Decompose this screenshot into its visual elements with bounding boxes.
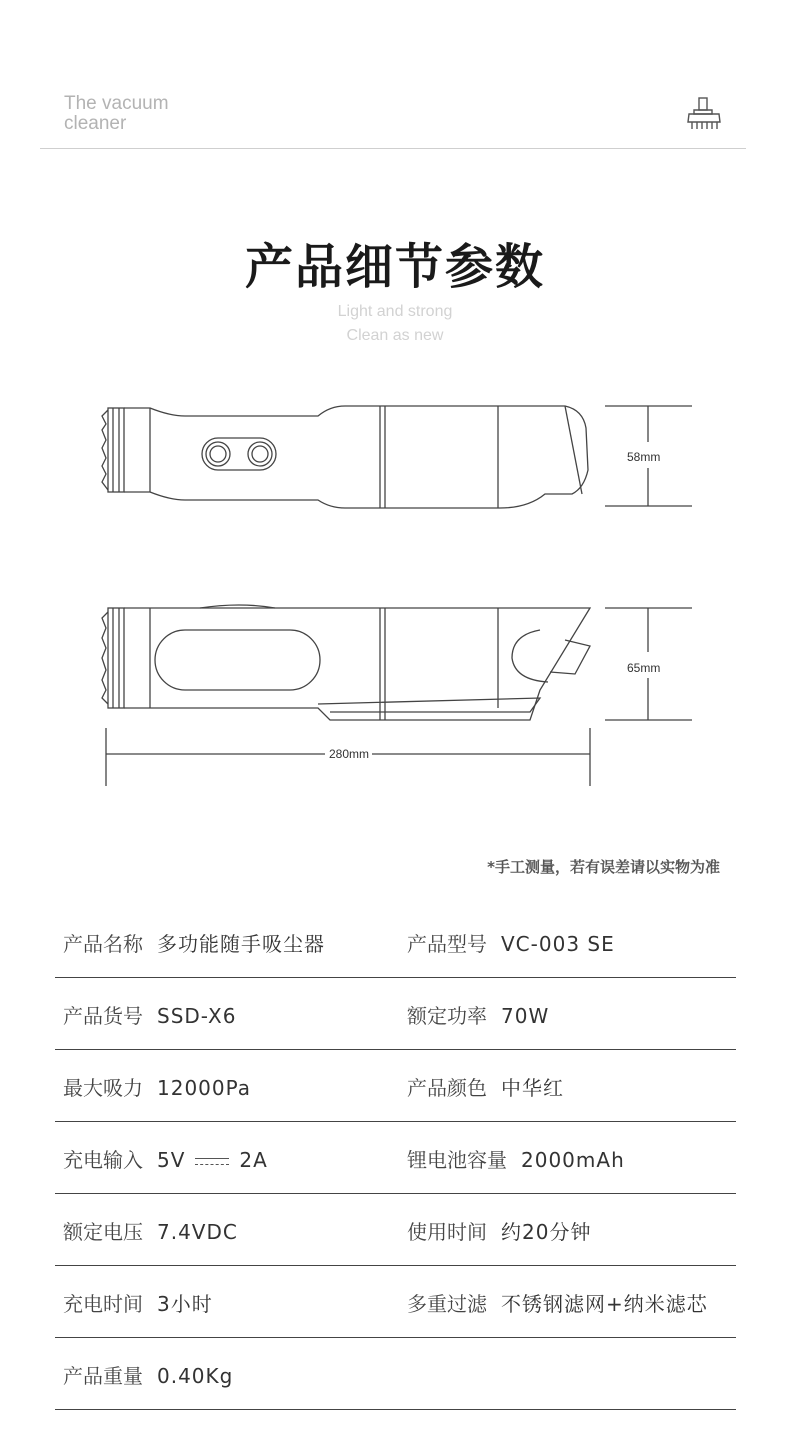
spec-value: SSD-X6	[157, 1004, 237, 1028]
spec-label: 产品颜色	[407, 1076, 487, 1100]
subtitle-line-2: Clean as new	[346, 327, 444, 344]
top-view-drawing	[102, 406, 588, 508]
measurement-note: *手工测量，若有误差请以实物为准	[487, 858, 720, 876]
spec-value: 不锈钢滤网+纳米滤芯	[501, 1292, 708, 1316]
spec-label: 产品型号	[407, 932, 487, 956]
spec-value: 0.40Kg	[157, 1364, 234, 1388]
spec-label: 产品货号	[63, 1004, 143, 1028]
spec-label: 充电时间	[63, 1292, 143, 1316]
spec-value: 3小时	[157, 1292, 213, 1316]
spec-row	[55, 1122, 736, 1194]
spec-label: 充电输入	[63, 1148, 143, 1172]
spec-label: 额定电压	[63, 1220, 143, 1244]
dimension-58: 58mm	[627, 450, 661, 464]
spec-value: 中华红	[501, 1076, 564, 1100]
spec-value: 2000mAh	[521, 1148, 625, 1172]
subtitle-line-1: Light and strong	[337, 303, 453, 320]
page-title: 产品细节参数	[244, 239, 545, 295]
spec-table	[55, 906, 736, 1410]
spec-label: 产品重量	[63, 1364, 143, 1388]
spec-value: 7.4VDC	[157, 1220, 238, 1244]
spec-value: 约20分钟	[501, 1220, 592, 1244]
spec-row	[55, 1338, 736, 1410]
brand-line-2: cleaner	[64, 113, 127, 134]
spec-value: 2A	[239, 1148, 268, 1172]
spec-row	[55, 1266, 736, 1338]
spec-value: VC-003 SE	[501, 932, 615, 956]
dimension-65: 65mm	[627, 661, 661, 675]
spec-value: 70W	[501, 1004, 550, 1028]
brand-text	[64, 94, 169, 134]
spec-value: 多功能随手吸尘器	[157, 932, 325, 956]
spec-label: 使用时间	[407, 1220, 487, 1244]
product-line-drawing	[0, 390, 790, 790]
dc-symbol-icon	[195, 1156, 229, 1168]
side-view-drawing	[102, 605, 590, 720]
brand-line-1: The vacuum	[64, 93, 169, 114]
spec-value: 5V	[157, 1148, 186, 1172]
spec-label: 锂电池容量	[407, 1148, 507, 1172]
spec-row	[55, 906, 736, 978]
spec-row	[55, 1050, 736, 1122]
spec-label: 最大吸力	[63, 1076, 143, 1100]
spec-value: 12000Pa	[157, 1076, 252, 1100]
spec-label: 额定功率	[407, 1004, 487, 1028]
header-divider	[40, 148, 746, 149]
vacuum-brush-icon	[684, 96, 724, 134]
dimension-280: 280mm	[329, 747, 370, 761]
spec-label: 产品名称	[63, 932, 143, 956]
spec-row	[55, 1194, 736, 1266]
spec-row	[55, 978, 736, 1050]
spec-label: 多重过滤	[407, 1292, 487, 1316]
